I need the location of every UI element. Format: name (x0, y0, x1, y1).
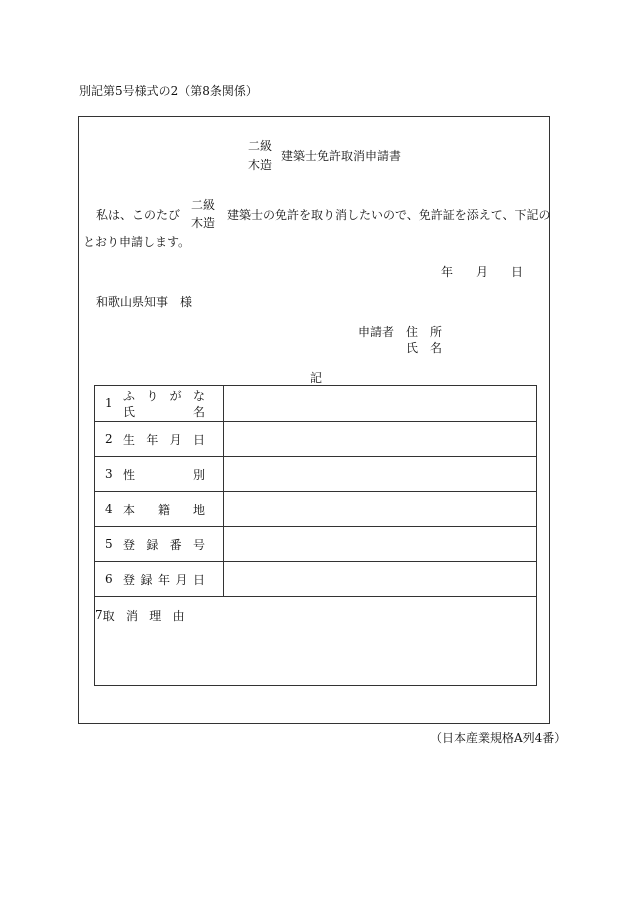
addressee: 和歌山県知事 様 (96, 295, 193, 309)
furigana-label: ふ り が な (123, 388, 205, 403)
registration-number-field[interactable] (224, 527, 537, 562)
applicant-name-label: 氏 名 (406, 341, 443, 355)
birthdate-label: 生 年 月 日 (123, 432, 205, 447)
page-title: 建築士免許取消申請書 (281, 149, 402, 163)
table-row (95, 492, 537, 527)
applicant-address-label: 住 所 (406, 325, 443, 339)
intro-grade-bottom: 木造 (191, 216, 216, 230)
table-row (95, 422, 537, 457)
registration-date-field[interactable] (224, 562, 537, 597)
paper-size-note: （日本産業規格A列4番） (430, 731, 567, 745)
record-heading: 記 (310, 371, 323, 385)
cancellation-reason-cell[interactable] (95, 597, 537, 686)
intro-suffix: 建築士の免許を取り消したいので、免許証を添えて、下記の (227, 208, 551, 222)
registration-number-label: 登 録 番 号 (123, 537, 205, 552)
intro-grade-top: 二級 (191, 198, 216, 212)
date-month-label: 月 (476, 265, 489, 279)
title-grade-stack (248, 137, 272, 175)
form-reference: 別記第5号様式の2（第8条関係） (79, 84, 258, 98)
table-row (95, 527, 537, 562)
name-field[interactable] (224, 386, 537, 422)
intro-prefix: 私は、このたび (96, 208, 181, 222)
date-year-label: 年 (441, 265, 454, 279)
domicile-label: 本 籍 地 (123, 502, 205, 517)
row-number: 6 (105, 571, 113, 586)
row-label-domicile (95, 492, 224, 527)
sex-field[interactable] (224, 457, 537, 492)
intro-line2: とおり申請します。 (83, 235, 191, 249)
row-label-birthdate (95, 422, 224, 457)
name-label: 氏 名 (123, 404, 205, 419)
row-number: 3 (105, 466, 113, 481)
birthdate-field[interactable] (224, 422, 537, 457)
row-number: 7 (95, 608, 103, 622)
row-number: 5 (105, 536, 113, 551)
detail-table (94, 385, 537, 686)
table-row (95, 562, 537, 597)
intro-grade-stack (191, 196, 215, 232)
cancellation-reason-label: 取 消 理 由 (102, 609, 185, 623)
table-row (95, 386, 537, 422)
row-label-name (95, 386, 224, 422)
domicile-field[interactable] (224, 492, 537, 527)
row-label-sex (95, 457, 224, 492)
row-number: 4 (105, 501, 113, 516)
row-number: 1 (105, 396, 113, 410)
registration-date-label: 登 録 年 月 日 (123, 572, 205, 587)
sex-label: 性 別 (123, 467, 205, 482)
furigana-name-label (123, 388, 205, 420)
row-label-registration-date (95, 562, 224, 597)
date-day-label: 日 (511, 265, 524, 279)
row-label-registration-number (95, 527, 224, 562)
title-grade-bottom: 木造 (248, 158, 273, 172)
table-row (95, 457, 537, 492)
row-number: 2 (105, 431, 113, 446)
table-row (95, 597, 537, 686)
applicant-label: 申請者 (358, 325, 395, 339)
title-grade-top: 二級 (248, 139, 273, 153)
